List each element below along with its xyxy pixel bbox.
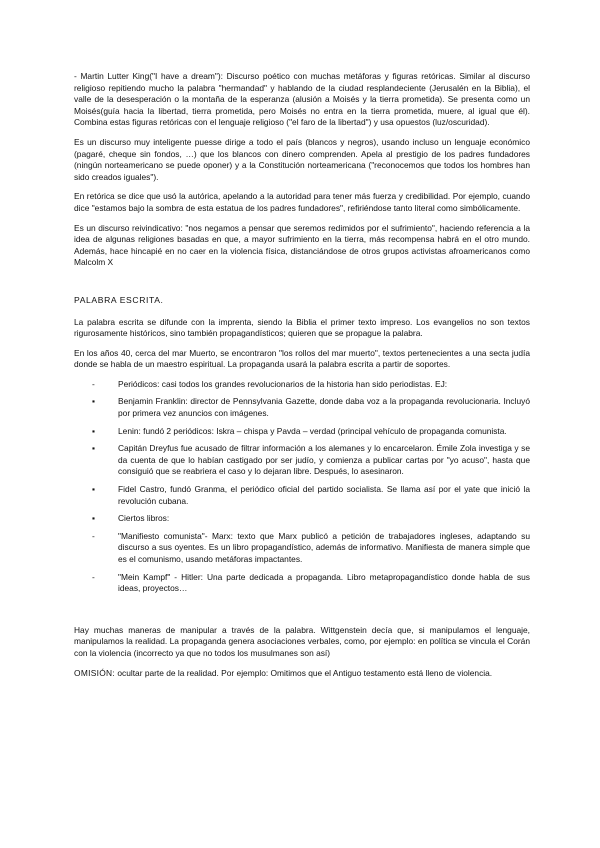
section-spacer (74, 603, 530, 625)
list-item-text: Capitán Dreyfus fue acusado de filtrar información a los alemanes y lo encarcelaron. Émile Zola investiga y se da cuenta de que lo habían castigado por ser judío, y comienza a publicar cartas por "yo acuso", hasta que consiguió que se reabriera el caso y lo dejaran libre. Después, lo asesinaron. (118, 443, 530, 477)
list-marker: ▪ (92, 443, 95, 454)
list-item-text: Fidel Castro, fundó Granma, el periódico oficial del partido socialista. Se llama así por el yate que inició la revolución cubana. (118, 484, 530, 506)
paragraph-reivindicativo: Es un discurso reivindicativo: "nos negamos a pensar que seremos redimidos por el sufrimiento", haciendo referencia a la idea de algunas religiones basadas en que, a mayor sufrimiento en la tierra, más recompensa habrá en el otro mundo. Además, hace hincapié en no caer en la violencia física, distanciándose de otros grupos activistas afroamericanos como Malcolm X (74, 222, 530, 268)
list-item (74, 426, 530, 438)
list-item (74, 379, 530, 391)
list-item (74, 572, 530, 595)
section-heading: PALABRA ESCRITA. (74, 294, 164, 305)
list-marker: ▪ (92, 396, 95, 407)
omision-text: ocultar parte de la realidad. Por ejemplo: Omitimos que el Antiguo testamento está lleno de violencia. (115, 667, 493, 678)
list-item-text: "Mein Kampf" - Hitler: Una parte dedicada a propaganda. Libro metapropagandístico donde habla de sus ideas, proyectos… (118, 571, 530, 594)
list-item-text: Ciertos libros: (118, 513, 170, 524)
list-marker: ▪ (92, 513, 95, 524)
list-item (74, 531, 530, 566)
list-item (74, 484, 530, 507)
paragraph-imprenta: La palabra escrita se difunde con la imprenta, siendo la Biblia el primer texto impreso. Los evangelios no son textos rigurosamente históricos, sino también propagandísticos; quieren que se propague la palabra. (74, 316, 530, 339)
list-item (74, 443, 530, 478)
list-marker: - (92, 378, 95, 389)
paragraph-autorica: En retórica se dice que usó la autórica, apelando a la autoridad para tener más fuerza y credibilidad. Por ejemplo, cuando dice "estamos bajo la sombra de esta estatua de los padres fundadores", refiriéndose tanto literal como simbólicamente. (74, 191, 530, 213)
list-marker: - (92, 530, 95, 541)
list-item (74, 396, 530, 419)
omision-label: OMISIÓN: (74, 667, 116, 678)
paragraph-manipular: Hay muchas maneras de manipular a través de la palabra. Wittgenstein decía que, si manipulamos el lenguaje, manipulamos la realidad. La propaganda genera asociaciones verbales, como, por ejemplo: en política se vincula el Corán con la violencia (incorrecto ya que no todos los musulmanes son así) (74, 624, 530, 658)
document-page (74, 71, 530, 687)
list-marker: ▪ (92, 484, 95, 495)
media-list (74, 379, 530, 595)
list-item-text: Lenin: fundó 2 periódicos: Iskra – chispa y Pavda – verdad (principal vehículo de propaganda comunista. (118, 425, 507, 436)
list-marker: ▪ (92, 425, 95, 436)
list-item-text: "Manifiesto comunista"- Marx: texto que Marx publicó a petición de trabajadores ingleses, adaptando su discurso a sus oyentes. Es un libro propagandístico, además de informativo. Manifiesta de manera simple que es el comunismo, usando metáforas impactantes. (118, 530, 530, 564)
list-item-text: Benjamin Franklin: director de Pennsylvania Gazette, donde daba voz a la propaganda revolucionaria. Incluyó por primera vez anuncios con imágenes. (118, 396, 530, 419)
list-item-text: Periódicos: casi todos los grandes revolucionarios de la historia han sido periodistas. EJ: (118, 378, 448, 389)
paragraph-discurso-inteligente: Es un discurso muy inteligente puesse dirige a todo el país (blancos y negros), usando incluso un lenguaje económico (pagaré, cheque sin fondos, …) que los blancos con dinero comprenden. Apela al prestigio de los padres fundadores (ningún norteamericano se puede oponer) y a la Constitución norteamericana ("reconocemos que todos los hombres han sido creados iguales"). (74, 136, 530, 182)
paragraph-omision (74, 668, 530, 680)
paragraph-mlk: - Martin Lutter King("I have a dream"): Discurso poético con muchas metáforas y figuras retóricas. Similar al discurso religioso repitiendo mucho la palabra "hermandad" y hablando de la ciudad resplandeciente (Jerusalén en la Biblia), el valle de la desesperación o la montaña de la esperanza (alusión a Moisés y la tierra prometida). Se presenta como un Moisés(guía hacia la libertad, tierra prometida, pero Moisés no entra en la tierra prometida, muere, al igual que él). Combina estas figuras retóricas con el lenguaje religioso ("el faro de la libertad") y usa opuestos (luz/oscuridad). (74, 71, 530, 128)
list-item (74, 513, 530, 525)
list-marker: - (92, 571, 95, 582)
paragraph-rollos: En los años 40, cerca del mar Muerto, se encontraron "los rollos del mar muerto", textos pertenecientes a una secta judía donde se habla de un maestro espiritual. La propaganda usará la palabra escrita a partir de soportes. (74, 347, 530, 370)
